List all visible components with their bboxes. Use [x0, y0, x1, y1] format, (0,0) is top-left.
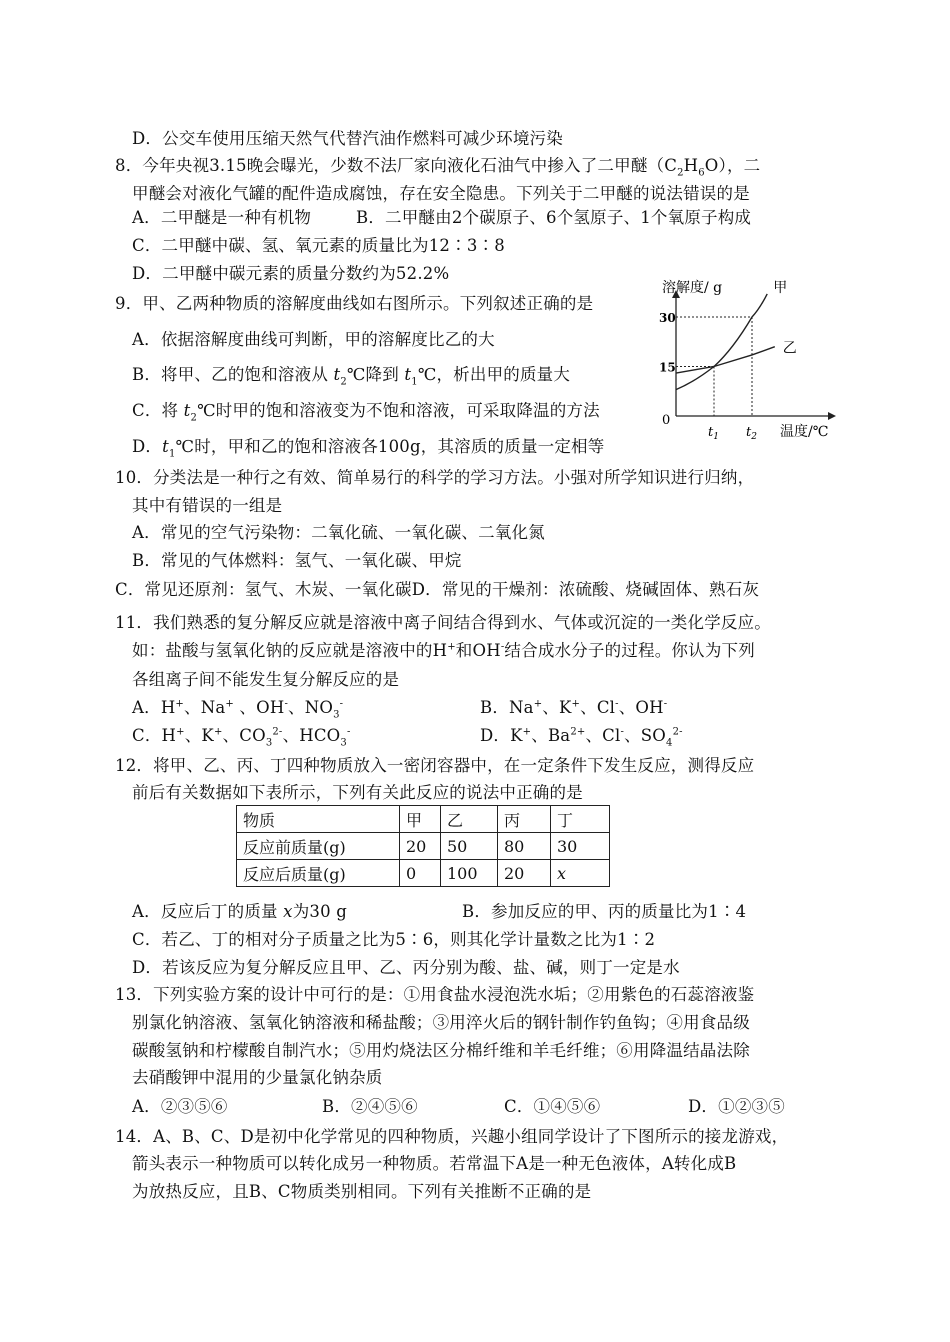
table-cell: 50	[441, 833, 498, 860]
q11-option-d: D．K+、$Ba^{2+}$、Cl-、$SO_4^{2-}$	[480, 726, 683, 749]
q13-option-d: D．①②③⑤	[688, 1097, 785, 1116]
table-cell: 20	[400, 833, 441, 860]
q13-stem-line1: 13．下列实验方案的设计中可行的是：①用食盐水浸泡洗水垢；②用紫色的石蕊溶液鉴	[115, 985, 755, 1004]
series-label-jia: 甲	[773, 279, 788, 296]
q11-option-a: A．H+、Na+ 、OH-、$NO_3^-$	[132, 698, 344, 721]
table-cell: 100	[441, 860, 498, 887]
q10-stem-line2: 其中有错误的一组是	[132, 496, 283, 515]
solubility-chart	[656, 276, 846, 441]
series-line-jia	[676, 294, 767, 390]
q10-option-cd: C．常见还原剂：氢气、木炭、一氧化碳D．常见的干燥剂：浓硫酸、烧碱固体、熟石灰	[115, 580, 760, 599]
q14-stem-line3: 为放热反应，且B、C物质类别相同。下列有关推断不正确的是	[132, 1182, 592, 1201]
table-cell: 30	[551, 833, 610, 860]
q8-option-d: D．二甲醚中碳元素的质量分数约为52.2%	[132, 264, 450, 283]
q9-option-a: A．依据溶解度曲线可判断，甲的溶解度比乙的大	[132, 330, 495, 349]
q10-option-b: B．常见的气体燃料：氢气、一氧化碳、甲烷	[132, 551, 462, 570]
q8-option-c: C．二甲醚中碳、氢、氧元素的质量比为12∶3∶8	[132, 236, 505, 255]
table-cell: 0	[400, 860, 441, 887]
q12-stem-line2: 前后有关数据如下表所示，下列有关此反应的说法中正确的是	[132, 783, 583, 802]
q13-stem-line2: 别氯化钠溶液、氢氧化钠溶液和稀盐酸；③用淬火后的钢针制作钓鱼钩；④用食品级	[132, 1013, 750, 1032]
q13-option-a: A．②③⑤⑥	[132, 1097, 228, 1116]
q7-option-d: D．公交车使用压缩天然气代替汽油作燃料可减少环境污染	[132, 129, 563, 148]
q8-option-b: B．二甲醚由2个碳原子、6个氢原子、1个氧原子构成	[356, 208, 752, 227]
q12-data-table	[236, 805, 610, 887]
table-cell: 反应前质量(g)	[237, 833, 400, 860]
table-cell: x	[551, 860, 610, 887]
table-cell: 反应后质量(g)	[237, 860, 400, 887]
q13-option-b: B．②④⑤⑥	[322, 1097, 418, 1116]
q14-stem-line2: 箭头表示一种物质可以转化成另一种物质。若常温下A是一种无色液体，A转化成B	[132, 1154, 737, 1173]
table-cell: 80	[498, 833, 551, 860]
x-tick-label: $t_2$	[746, 425, 757, 441]
q9-option-b: B．将甲、乙的饱和溶液从 $t_2℃$降到 $t_1℃$，析出甲的质量大	[132, 365, 571, 388]
table-row	[237, 833, 610, 860]
q14-stem-line1: 14．A、B、C、D是初中化学常见的四种物质，兴趣小组同学设计了下图所示的接龙游戏，	[115, 1127, 789, 1146]
q12-option-d: D．若该反应为复分解反应且甲、乙、丙分别为酸、盐、碱，则丁一定是水	[132, 958, 680, 977]
table-cell: 甲	[400, 806, 441, 833]
q9-option-d: D．$t_1℃$时，甲和乙的饱和溶液各100g，其溶质的质量一定相等	[132, 437, 605, 460]
q11-stem-line3: 各组离子间不能发生复分解反应的是	[132, 670, 400, 689]
q11-option-b: B．Na+、K+、Cl-、OH-	[480, 698, 668, 717]
q9-option-c: C．将 $t_2℃$时甲的饱和溶液变为不饱和溶液，可采取降温的方法	[132, 401, 600, 424]
table-header-row	[237, 806, 610, 833]
q8-option-a: A．二甲醚是一种有机物	[132, 208, 312, 227]
table-row	[237, 860, 610, 887]
q8-stem-line1: 8．今年央视3.15晚会曝光，少数不法厂家向液化石油气中掺入了二甲醚$(C_2H_6O)$，二	[115, 156, 761, 179]
q12-option-a: A．反应后丁的质量 x为30 g	[132, 902, 347, 921]
y-axis-label: 溶解度/ g	[662, 280, 723, 296]
q13-stem-line4: 去硝酸钾中混用的少量氯化钠杂质	[132, 1068, 383, 1087]
y-tick-label: 15	[659, 360, 676, 375]
q13-option-c: C．①④⑤⑥	[504, 1097, 601, 1116]
q10-stem-line1: 10．分类法是一种行之有效、简单易行的科学的学习方法。小强对所学知识进行归纳，	[115, 468, 755, 487]
q12-option-b: B．参加反应的甲、丙的质量比为1∶4	[462, 902, 747, 921]
q8-stem-line2: 甲醚会对液化气罐的配件造成腐蚀，存在安全隐患。下列关于二甲醚的说法错误的是	[132, 184, 750, 203]
q12-option-c: C．若乙、丁的相对分子质量之比为5∶6，则其化学计量数之比为1∶2	[132, 930, 656, 949]
table-cell: 丁	[551, 806, 610, 833]
q12-stem-line1: 12．将甲、乙、丙、丁四种物质放入一密闭容器中，在一定条件下发生反应，测得反应	[115, 756, 755, 775]
origin-label: 0	[662, 413, 671, 428]
q13-stem-line3: 碳酸氢钠和柠檬酸自制汽水；⑤用灼烧法区分棉纤维和羊毛纤维；⑥用降温结晶法除	[132, 1041, 750, 1060]
series-label-yi: 乙	[782, 340, 797, 357]
x-tick-label: $t_1$	[708, 425, 719, 441]
x-axis-label: 温度/℃	[780, 424, 829, 440]
q9-stem: 9．甲、乙两种物质的溶解度曲线如右图所示。下列叙述正确的是	[115, 294, 594, 313]
y-tick-label: 30	[659, 311, 676, 325]
q11-option-c: C．H+、K+、$CO_3^{2-}$、$HCO_3^-$	[132, 726, 351, 749]
q11-stem-line1: 11．我们熟悉的复分解反应就是溶液中离子间结合得到水、气体或沉淀的一类化学反应。	[115, 613, 771, 632]
x-axis-arrow	[828, 412, 836, 420]
table-cell: 物质	[237, 806, 400, 833]
table-cell: 丙	[498, 806, 551, 833]
table-cell: 乙	[441, 806, 498, 833]
table-cell: 20	[498, 860, 551, 887]
q10-option-a: A．常见的空气污染物：二氧化硫、一氧化碳、二氧化氮	[132, 523, 545, 542]
q11-stem-line2: 如：盐酸与氢氧化钠的反应就是溶液中的H+和OH-结合成水分子的过程。你认为下列	[132, 641, 755, 660]
series-line-yi	[676, 347, 775, 373]
